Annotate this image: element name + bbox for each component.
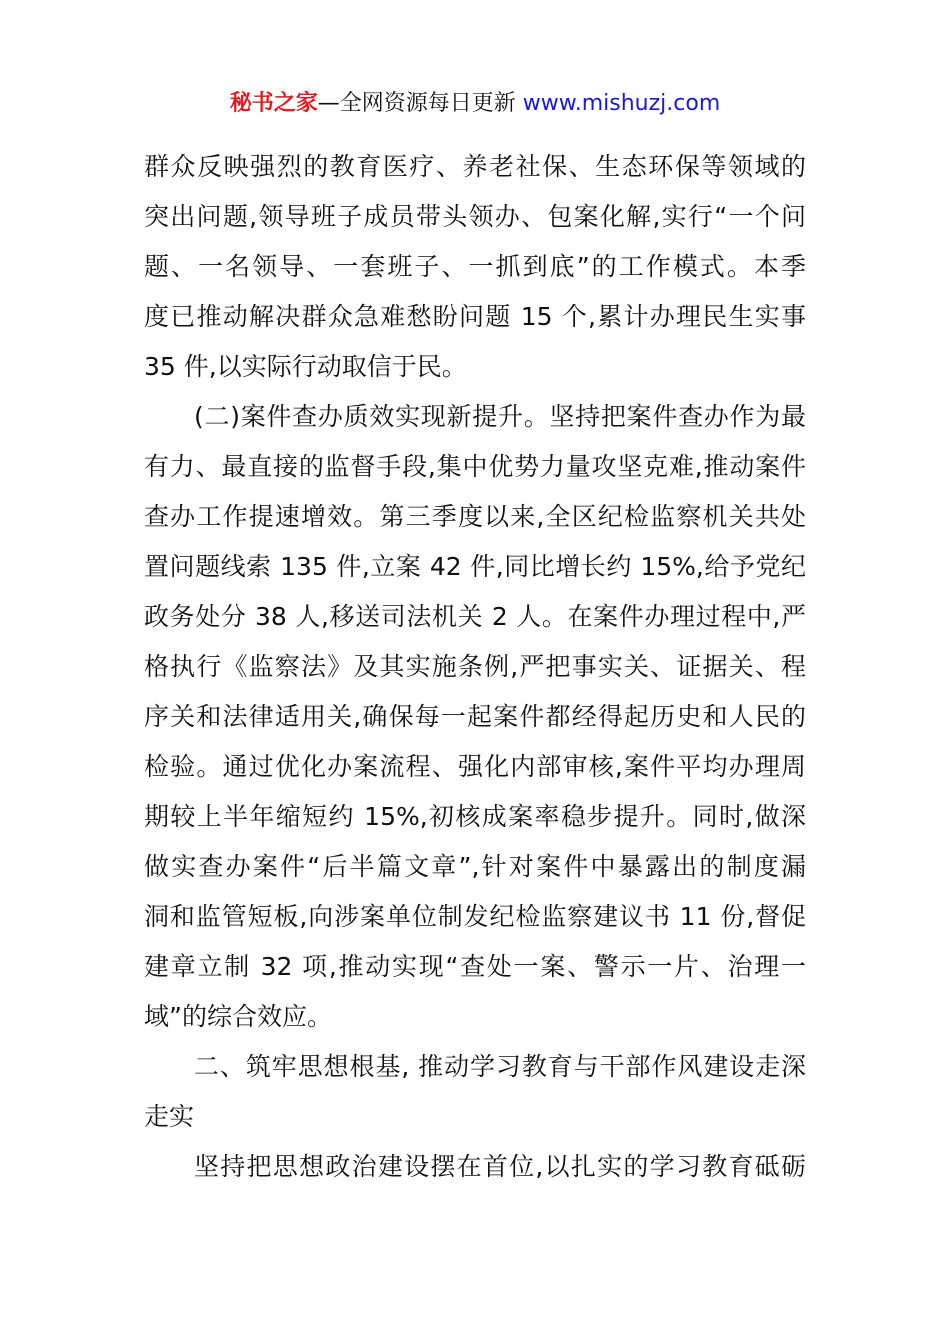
text-line: 期较上半年缩短约 15%,初核成案率稳步提升。同时,做深 (144, 802, 806, 831)
text-line: 坚持把思想政治建设摆在首位,以扎实的学习教育砥砺 (194, 1152, 806, 1181)
text-line: 题、一名领导、一套班子、一抓到底”的工作模式。本季 (144, 252, 806, 281)
text-line: 格执行《监察法》及其实施条例,严把事实关、证据关、程 (144, 652, 806, 681)
text-line: 突出问题,领导班子成员带头领办、包案化解,实行“一个问 (144, 202, 806, 231)
text-line: 35 件,以实际行动取信于民。 (144, 352, 467, 381)
text-line: 查办工作提速增效。第三季度以来,全区纪检监察机关共处 (144, 502, 806, 531)
text-line: 序关和法律适用关,确保每一起案件都经得起历史和人民的 (144, 702, 806, 731)
text-line: 群众反映强烈的教育医疗、养老社保、生态环保等领域的 (144, 152, 806, 181)
section-heading-line: (二)案件查办质效实现新提升。坚持把案件查办作为最 (194, 402, 806, 431)
text-line: 度已推动解决群众急难愁盼问题 15 个,累计办理民生实事 (144, 302, 806, 331)
text-line: 置问题线索 135 件,立案 42 件,同比增长约 15%,给予党纪 (144, 552, 806, 581)
text-line: 洞和监管短板,向涉案单位制发纪检监察建议书 11 份,督促 (144, 902, 806, 931)
text-line: 域”的综合效应。 (144, 1002, 332, 1031)
text-line: 检验。通过优化办案流程、强化内部审核,案件平均办理周 (144, 752, 806, 781)
header-tagline: —全网资源每日更新 (317, 91, 516, 116)
chapter-heading-line: 走实 (144, 1102, 195, 1131)
site-url-link[interactable]: www.mishuzj.com (522, 91, 721, 116)
text-line: 做实查办案件“后半篇文章”,针对案件中暴露出的制度漏 (144, 852, 806, 881)
chapter-heading-line: 二、筑牢思想根基, 推动学习教育与干部作风建设走深 (194, 1052, 806, 1081)
text-line: 建章立制 32 项,推动实现“查处一案、警示一片、治理一 (144, 952, 806, 981)
brand-name: 秘书之家 (229, 91, 318, 116)
text-line: 政务处分 38 人,移送司法机关 2 人。在案件办理过程中,严 (144, 602, 806, 631)
text-line: 有力、最直接的监督手段,集中优势力量攻坚克难,推动案件 (144, 452, 806, 481)
document-body (144, 142, 806, 1192)
page-header (0, 88, 950, 120)
